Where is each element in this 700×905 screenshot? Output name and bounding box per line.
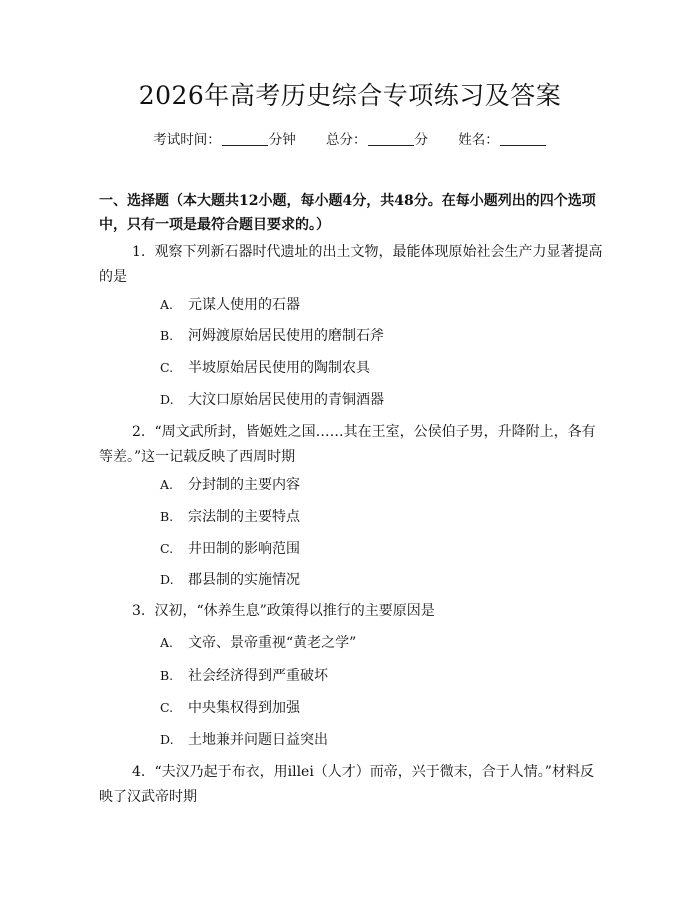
- option-letter: B.: [160, 328, 174, 343]
- question-2-option-b: [160, 507, 300, 527]
- option-text: 宗法制的主要特点: [188, 509, 300, 525]
- question-1-option-b: [160, 326, 384, 346]
- question-3-option-b: [160, 666, 328, 686]
- page-title: 2026年高考历史综合专项练习及答案: [138, 81, 562, 110]
- question-3: [99, 599, 607, 624]
- question-2: [99, 420, 607, 470]
- question-stem: 汉初，“休养生息”政策得以推行的主要原因是: [154, 603, 435, 619]
- total-score-label: 总分：: [326, 132, 367, 148]
- option-letter: B.: [160, 668, 174, 683]
- question-2-option-c: [160, 539, 300, 559]
- total-score-unit: 分: [414, 132, 428, 148]
- option-text: 井田制的影响范围: [188, 541, 300, 557]
- student-name: [458, 130, 547, 150]
- exam-info-line: [0, 130, 700, 150]
- option-text: 社会经济得到严重破坏: [188, 668, 328, 684]
- question-stem: “夫汉乃起于布衣，用illei（人才）而帝，兴于微末，合于人情。”材料反映了汉武帝时期: [99, 764, 594, 805]
- option-letter: A.: [160, 635, 174, 650]
- option-text: 中央集权得到加强: [188, 700, 300, 716]
- question-1: [99, 240, 607, 290]
- question-3-option-c: [160, 698, 300, 718]
- total-score: [326, 130, 428, 150]
- option-letter: A.: [160, 297, 174, 312]
- question-number: 3.: [132, 603, 146, 619]
- option-text: 大汶口原始居民使用的青铜酒器: [188, 392, 384, 408]
- question-1-option-c: [160, 358, 370, 378]
- exam-time-label: 考试时间：: [153, 132, 221, 148]
- student-name-label: 姓名：: [458, 132, 499, 148]
- option-text: 元谋人使用的石器: [188, 297, 300, 313]
- question-stem: 观察下列新石器时代遗址的出土文物，最能体现原始社会生产力显著提高的是: [99, 244, 603, 285]
- question-1-option-a: [160, 295, 300, 315]
- total-score-blank: [368, 131, 414, 146]
- option-text: 文帝、景帝重视“黄老之学”: [188, 635, 357, 651]
- student-name-blank: [500, 131, 546, 146]
- option-text: 土地兼并问题日益突出: [188, 732, 328, 748]
- option-letter: C.: [160, 700, 174, 715]
- option-letter: D.: [160, 572, 174, 587]
- question-2-option-d: [160, 570, 300, 590]
- option-letter: B.: [160, 509, 174, 524]
- question-3-option-a: [160, 633, 356, 653]
- option-letter: C.: [160, 541, 174, 556]
- question-number: 4.: [132, 764, 146, 780]
- question-1-option-d: [160, 390, 384, 410]
- question-number: 2.: [132, 424, 146, 440]
- exam-time-blank: [222, 131, 268, 146]
- question-number: 1.: [132, 244, 146, 260]
- section-heading: 一、选择题（本大题共12小题，每小题4分，共48分。在每小题列出的四个选项中，只有一项是最符合题目要求的。）: [99, 193, 596, 233]
- exam-time-unit: 分钟: [268, 132, 296, 148]
- question-4: [99, 760, 607, 810]
- option-text: 河姆渡原始居民使用的磨制石斧: [188, 328, 384, 344]
- option-text: 半坡原始居民使用的陶制农具: [188, 360, 370, 376]
- question-2-option-a: [160, 475, 300, 495]
- question-3-option-d: [160, 730, 328, 750]
- option-letter: C.: [160, 360, 174, 375]
- exam-time: [153, 130, 296, 150]
- option-letter: A.: [160, 477, 174, 492]
- option-text: 分封制的主要内容: [188, 477, 300, 493]
- question-stem: “周文武所封，皆姬姓之国……其在王室，公侯伯子男，升降附上，各有等差。”这一记载反映了西周时期: [99, 424, 596, 465]
- option-letter: D.: [160, 392, 174, 407]
- option-letter: D.: [160, 732, 174, 747]
- option-text: 郡县制的实施情况: [188, 572, 300, 588]
